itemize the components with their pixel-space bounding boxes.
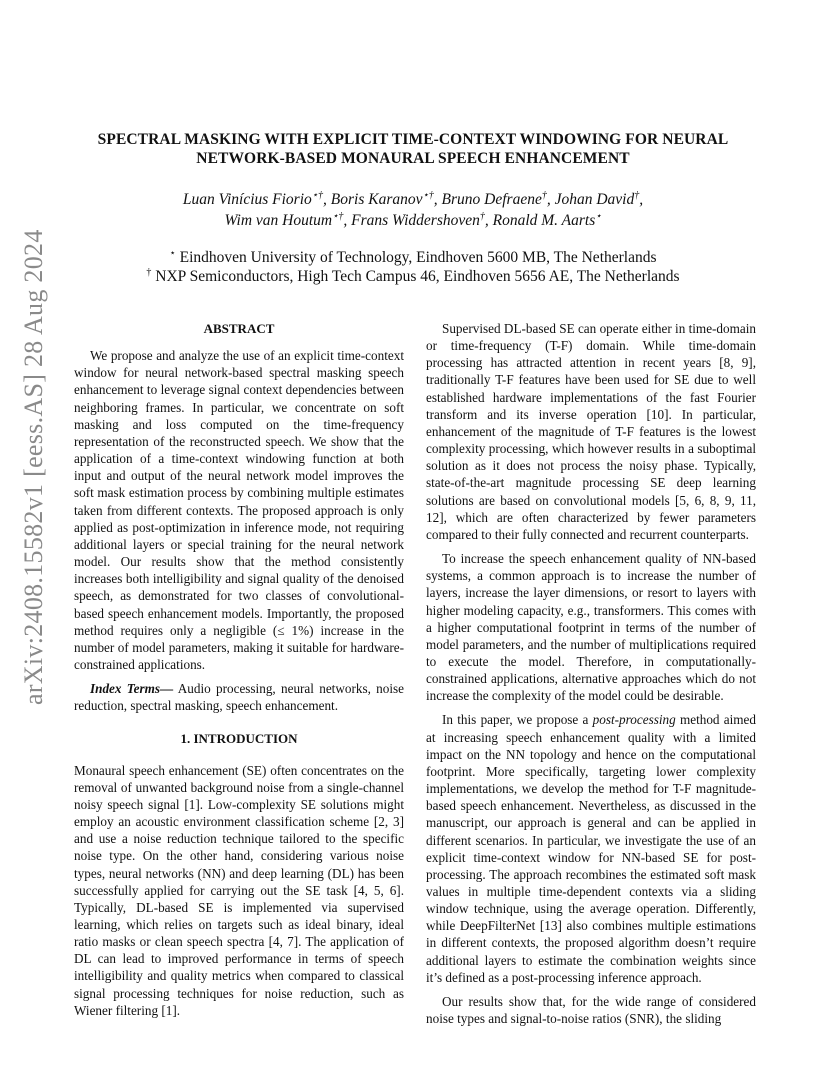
- author-name: Wim van Houtum: [224, 212, 333, 229]
- title-line: NETWORK-BASED MONAURAL SPEECH ENHANCEMENT: [196, 150, 630, 167]
- author-name: , Ronald M. Aarts: [484, 212, 596, 229]
- index-terms: [74, 680, 404, 714]
- author-list: [70, 189, 756, 231]
- author-separator: ,: [639, 191, 644, 208]
- paragraph-text: method aimed at increasing speech enhancement quality with a limited impact on the NN topology and hence on the computational footprint. More specifically, targeting lower complexity implementations, we develop the method for T-F magnitude-based speech enhancement. Nevertheless, as discussed in the manuscript, our approach is general and can be applied in different scenarios. In particular, we investigate the use of an explicit time-context window for NN-based SE for post-processing. The approach recombines the estimated soft mask values in multiple time-dependent contexts via a sliding window technique, using the average operation. Differently, while DeepFilterNet [13] also combines multiple estimations in different contexts, the proposed algorithm doesn’t require additional layers to estimate the combination weights since it’s defined as a post-processing inference approach.: [426, 712, 757, 985]
- title-line: SPECTRAL MASKING WITH EXPLICIT TIME-CONTEXT WINDOWING FOR NEURAL: [97, 131, 729, 148]
- abstract-heading: ABSTRACT: [203, 321, 275, 336]
- author-line: [70, 189, 756, 210]
- affiliation-mark: †: [146, 266, 152, 278]
- affiliations: [70, 248, 756, 286]
- left-column: [74, 320, 404, 1026]
- author-affil-mark: ⋆†: [422, 189, 434, 201]
- paragraph-text: In this paper, we propose a: [442, 712, 593, 728]
- author-name: , Bruno Defraene: [433, 191, 542, 208]
- author-affil-mark: †: [634, 189, 640, 201]
- affiliation-text: NXP Semiconductors, High Tech Campus 46, Eindhoven 5656 AE, The Netherlands: [151, 268, 680, 285]
- author-affil-mark: †: [541, 189, 547, 201]
- section-heading-introduction: 1. INTRODUCTION: [180, 731, 298, 747]
- index-terms-text: Audio processing, neural networks, noise reduction, spectral masking, speech enhancement.: [74, 681, 404, 714]
- author-name: , Frans Widdershoven: [343, 212, 480, 229]
- paper-title: [70, 130, 756, 168]
- index-terms-label: Index Terms—: [90, 681, 174, 697]
- intro-paragraph: To increase the speech enhancement quality of NN-based systems, a common approach is to increase the number of layers, increase the layer dimensions, or resort to layers with higher modeling capacity, e.g., transformers. This comes with a higher computational footprint in terms of the number of model parameters, and the number of multiplications required to execute the model. Therefore, in computationally-constrained applications, alternative approaches which do not increase the complexity of the model could be desirable.: [426, 551, 756, 704]
- arxiv-identifier: arXiv:2408.15582v1 [eess.AS] 28 Aug 2024: [19, 229, 48, 705]
- author-name: Luan Vinícius Fiorio: [182, 191, 312, 208]
- right-column: [426, 320, 756, 1034]
- author-affil-mark: †: [479, 210, 485, 222]
- intro-paragraph: Our results show that, for the wide range of considered noise types and signal-to-noise ratios (SNR), the sliding: [426, 993, 756, 1027]
- author-name: , Boris Karanov: [323, 191, 423, 208]
- intro-paragraph: [426, 711, 756, 986]
- intro-paragraph: Supervised DL-based SE can operate either in time-domain or time-frequency (T-F) domain. While time-domain processing has attracted attention in recent years [8, 9], traditionally T-F features have been used for SE due to well established hardware implementations of the fast Fourier transform and its inverse operation [10]. In particular, enhancement of the magnitude of T-F features is the lowest complexity processing, which however results in a suboptimal solution as it does not process the noisy phase. Typically, state-of-the-art magnitude processing SE deep learning solutions are based on convolutional models [5, 6, 8, 9, 11, 12], which are often characterized by fewer parameters compared to their fully connected and recurrent counterparts.: [426, 321, 756, 542]
- affiliation-mark: ⋆: [169, 247, 176, 259]
- affiliation-line: [70, 248, 756, 267]
- emphasis-text: post-processing: [592, 712, 676, 728]
- intro-paragraph: Monaural speech enhancement (SE) often concentrates on the removal of unwanted background noise from a single-channel noisy speech signal [1]. Low-complexity SE solutions might employ an acoustic environment classification scheme [2, 3] and use a noise reduction technique tailored to the specific noise type. On the other hand, considering various noise types, neural networks (NN) and deep learning (DL) has been successfully applied for carrying out the SE task [4, 5, 6]. Typically, DL-based SE is implemented via supervised learning, which relies on targets such as ideal binary, ideal ratio masks or clean speech spectra [4, 7]. The application of DL can lead to improved performance in terms of speech intelligibility and quality metrics when compared to classical signal processing techniques for noise reduction, such as Wiener filtering [1].: [74, 762, 404, 1018]
- affiliation-line: [70, 267, 756, 286]
- author-name: , Johan David: [546, 191, 635, 208]
- author-affil-mark: ⋆†: [332, 210, 344, 222]
- author-affil-mark: ⋆: [595, 210, 602, 222]
- affiliation-text: Eindhoven University of Technology, Eindhoven 5600 MB, The Netherlands: [175, 249, 657, 266]
- author-line: [70, 210, 756, 231]
- author-affil-mark: ⋆†: [311, 189, 324, 201]
- abstract-text: We propose and analyze the use of an explicit time-context window for neural network-based spectral masking speech enhancement to leverage signal context dependencies between neighboring frames. In particular, we concentrate on soft masking and loss computed on the time-frequency representation of the reconstructed speech. We show that the application of a time-context windowing function at both input and output of the neural network model improves the soft mask estimation process by combining multiple estimates taken from different contexts. The proposed approach is only applied as post-optimization in inference mode, not requiring additional layers or special training for the neural network model. Our results show that the method consistently increases both intelligibility and signal quality of the denoised speech, as demonstrated for two classes of convolutional-based speech enhancement models. Importantly, the proposed method requires only a negligible (≤ 1%) increase in the number of model parameters, making it suitable for hardware-constrained applications.: [74, 348, 404, 672]
